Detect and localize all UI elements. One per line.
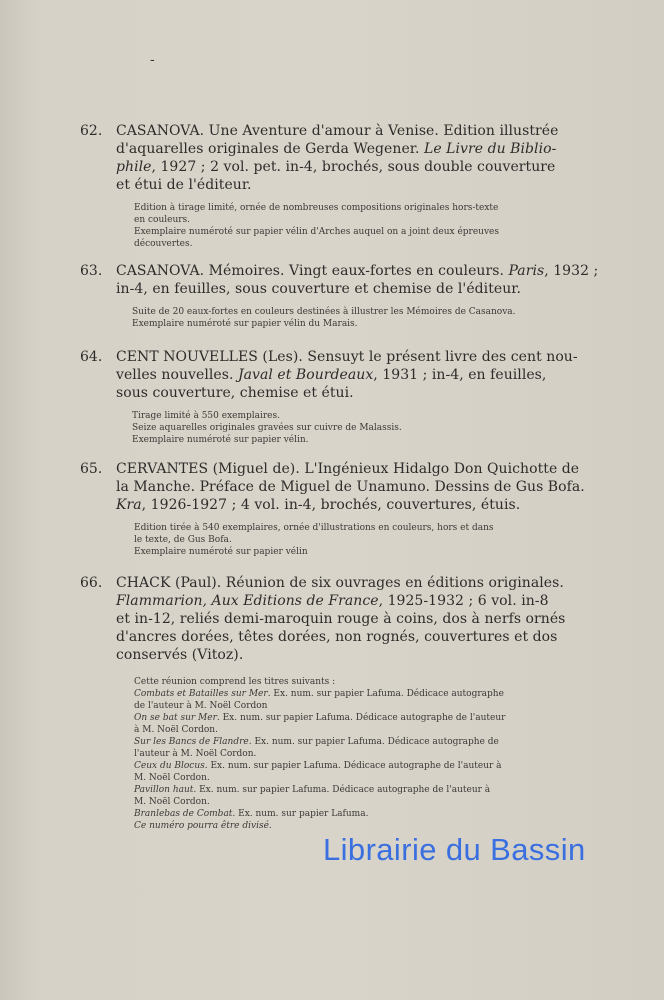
entry-description: CASANOVA. Une Aventure d'amour à Venise. Edition illustrée d'aquarelles originales de Gerda Wegener. Le Livre du Biblio- phile, 1927 ; 2 vol. pet. in-4, brochés, sous double couverture et étui de l'éditeur. [116, 123, 559, 193]
entry-number: 64. [80, 349, 103, 365]
entry-number: 62. [80, 123, 103, 139]
entry-notes: Tirage limité à 550 exemplaires. Seize aquarelles originales gravées sur cuivre de Malassis. Exemplaire numéroté sur papier vélin. [132, 411, 402, 445]
entry-number: 63. [80, 263, 103, 279]
catalogue-entry-65 [80, 460, 585, 558]
entry-notes: Edition à tirage limité, ornée de nombreuses compositions originales hors-texte en couleurs. Exemplaire numéroté sur papier vélin d'Arches auquel on a joint deux épreuves découvertes. [134, 203, 500, 249]
entry-description: CASANOVA. Mémoires. Vingt eaux-fortes en couleurs. Paris, 1932 ; in-4, en feuilles, sous couverture et chemise de l'éditeur. [116, 263, 599, 297]
entry-description: CENT NOUVELLES (Les). Sensuyt le présent livre des cent nou- velles nouvelles. Javal et Bourdeaux, 1931 ; in-4, en feuilles, sous couverture, chemise et étui. [116, 349, 578, 401]
entry-number: 65. [80, 461, 103, 477]
entry-description: CERVANTES (Miguel de). L'Ingénieux Hidalgo Don Quichotte de la Manche. Préface de Miguel de Unamuno. Dessins de Gus Bofa. Kra, 1926-1927 ; 4 vol. in-4, brochés, couvertures, étuis. [116, 461, 585, 513]
entry-notes: Edition tirée à 540 exemplaires, ornée d'illustrations en couleurs, hors et dans le texte, de Gus Bofa. Exemplaire numéroté sur papier vélin [134, 523, 494, 557]
catalogue-entry-66 [80, 574, 566, 832]
entry-number: 66. [80, 575, 103, 591]
catalogue-entry-63 [80, 262, 599, 330]
entry-notes: Suite de 20 eaux-fortes en couleurs destinées à illustrer les Mémoires de Casanova. Exemplaire numéroté sur papier vélin du Marais. [132, 307, 516, 329]
catalogue-entry-64 [80, 348, 578, 446]
entry-description: CHACK (Paul). Réunion de six ouvrages en éditions originales. Flammarion, Aux Editions de France, 1925-1932 ; 6 vol. in-8 et in-12, reliés demi-maroquin rouge à coins, dos à nerfs ornés d'ancres dorées, têtes dorées, non rognés, couvertures et dos conservés (Vitoz). [116, 575, 566, 663]
catalogue-entry-62 [80, 122, 559, 250]
bookseller-watermark: Librairie du Bassin [323, 832, 586, 867]
entry-notes: Cette réunion comprend les titres suivants : Combats et Batailles sur Mer. Ex. num. sur papier Lafuma. Dédicace autographe de l'auteur à M. Noël Cordon On se bat sur Mer. Ex. num. sur papier Lafuma. Dédicace autographe de l'auteur à M. Noël Cordon. Sur les Bancs de Flandre. Ex. num. sur papier Lafuma. Dédicace autographe de l'auteur à M. Noël Cordon. Ceux du Blocus. Ex. num. sur papier Lafuma. Dédicace autographe de l'auteur à M. Noël Cordon. Pavillon haut. Ex. num. sur papier Lafuma. Dédicace autographe de l'auteur à M. Noël Cordon. Branlebas de Combat. Ex. num. sur papier Lafuma. Ce numéro pourra être divisé. [134, 677, 506, 831]
page-mark: - [150, 52, 155, 68]
